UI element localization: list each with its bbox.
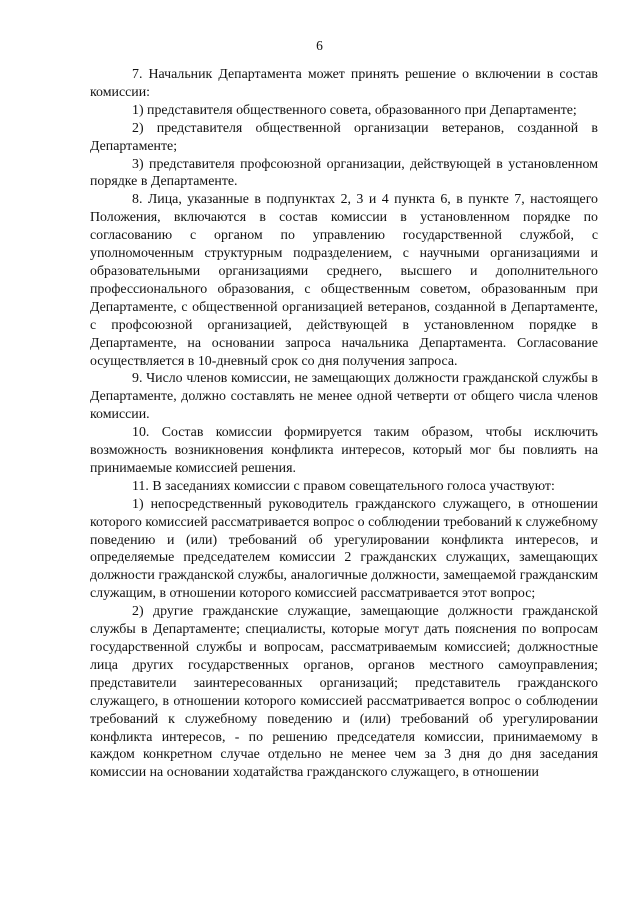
document-text: [90, 66, 598, 782]
paragraph-7-item-2: 2) представителя общественной организации ветеранов, созданной в Департаменте;: [90, 120, 598, 154]
paragraph-11: 11. В заседаниях комиссии с правом совещательного голоса участвуют:: [132, 478, 555, 494]
paragraph-11-item-1: 1) непосредственный руководитель гражданского служащего, в отношении которого комиссией рассматривается вопрос о соблюдении требований к служебному поведению и (или) требований об урегулировании конфликта интересов, и определяемые председателем комиссии 2 гражданских служащих, замещающих должности гражданской службы, аналогичные должности, замещаемой гражданским служащим, в отношении которого комиссией рассматривается этот вопрос;: [90, 496, 598, 602]
page-number: 6: [316, 38, 323, 53]
paragraph-7: 7. Начальник Департамента может принять решение о включении в состав комиссии:: [90, 67, 598, 100]
paragraph-8: 8. Лица, указанные в подпунктах 2, 3 и 4 пункта 6, в пункте 7, настоящего Положения, включаются в состав комиссии в установленном порядке по согласованию с органом по управлению государственной службой, с уполномоченным структурным подразделением, с научными организациями и образовательными организациями среднего, высшего и дополнительного профессионального образования, с общественным советом, образованным при Департаменте, с общественной организацией ветеранов, созданной в Департаменте, с профсоюзной организацией, действующей в установленном порядке в Департаменте, на основании запроса начальника Департамента. Согласование осуществляется в 10-дневный срок со дня получения запроса.: [90, 192, 598, 369]
paragraph-10: 10. Состав комиссии формируется таким образом, чтобы исключить возможность возникновения конфликта интересов, который мог бы повлиять на принимаемые комиссией решения.: [90, 425, 598, 476]
paragraph-11-item-2: 2) другие гражданские служащие, замещающие должности гражданской службы в Департаменте; специалисты, которые могут дать пояснения по вопросам государственной службы и вопросам, рассматриваемым комиссией; должностные лица других государственных органов, органов местного самоуправления; представители заинтересованных организаций; представитель гражданского служащего, в отношении которого комиссией рассматривается вопрос о соблюдении требований к служебному поведению и (или) требований об урегулировании конфликта интересов, - по решению председателя комиссии, принимаемому в каждом конкретном случае отдельно не менее чем за 3 дня до дня заседания комиссии на основании ходатайства гражданского служащего, в отношении: [90, 604, 598, 781]
paragraph-7-item-3: 3) представителя профсоюзной организации, действующей в установленном порядке в Департаменте.: [90, 156, 598, 190]
paragraph-7-item-1: 1) представителя общественного совета, образованного при Департаменте;: [132, 102, 577, 118]
paragraph-9: 9. Число членов комиссии, не замещающих должности гражданской службы в Департаменте, должно составлять не менее одной четверти от общего числа членов комиссии.: [90, 371, 598, 423]
